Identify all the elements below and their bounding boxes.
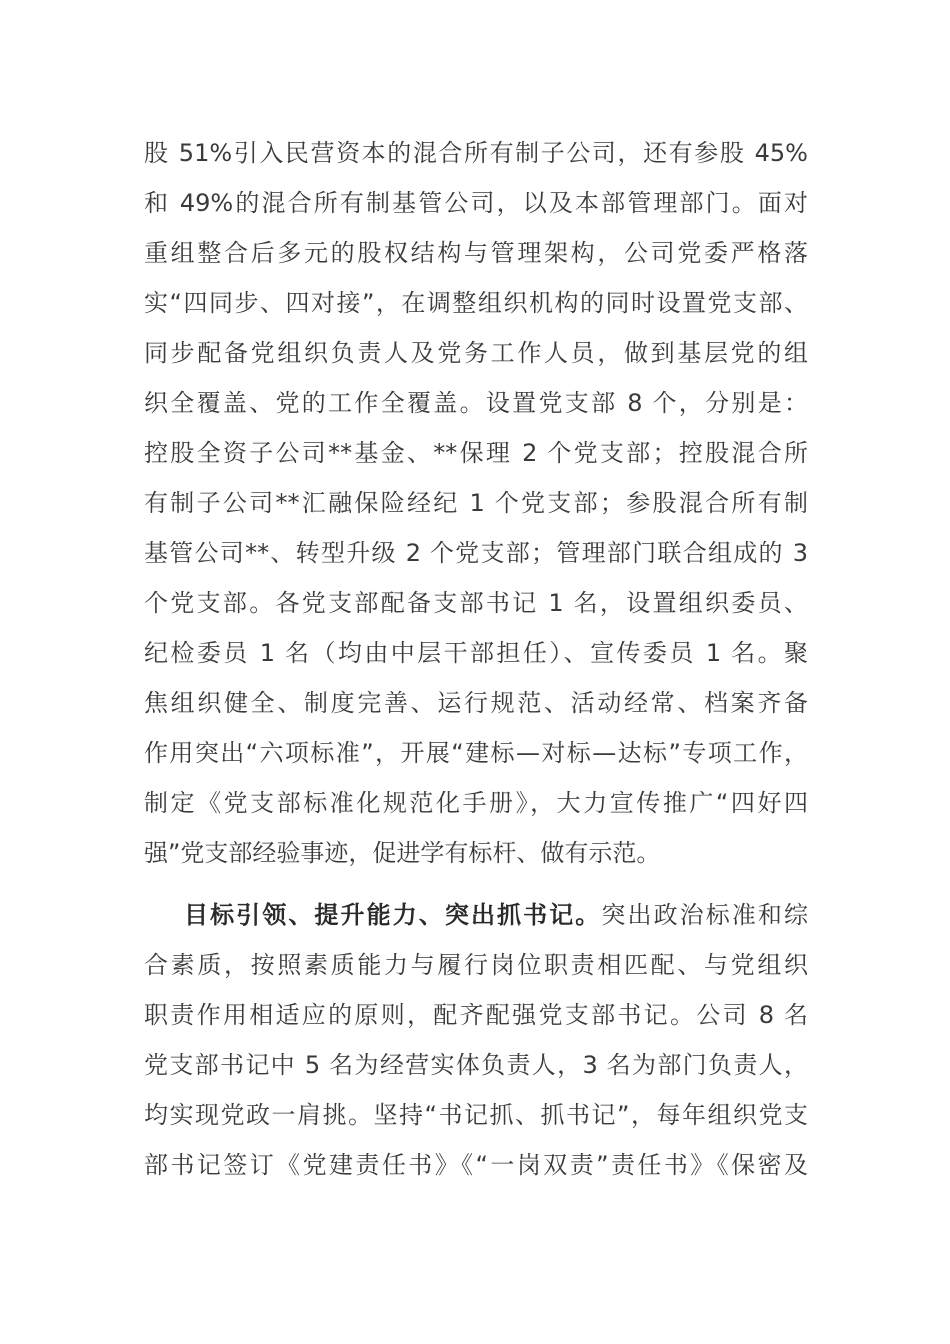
paragraph-line: 个党支部。各党支部配备支部书记 1 名，设置组织委员、 [144,589,808,617]
paragraph-line: 党支部书记中 5 名为经营实体负责人，3 名为部门负责人， [144,1051,808,1079]
paragraph-line: 实“四同步、四对接”，在调整组织机构的同时设置党支部、 [144,289,808,317]
paragraph-line: 控股全资子公司**基金、**保理 2 个党支部；控股混合所 [144,439,808,467]
paragraph-line: 制定《党支部标准化规范化手册》，大力宣传推广“四好四 [144,789,808,817]
paragraph-line: 强”党支部经验事迹，促进学有标杆、做有示范。 [144,839,661,867]
paragraph-line: 有制子公司**汇融保险经纪 1 个党支部；参股混合所有制 [144,489,808,517]
paragraph-line: 股 51%引入民营资本的混合所有制子公司，还有参股 45% [144,139,808,167]
paragraph-first-line [144,890,808,940]
paragraph-line: 和 49%的混合所有制基管公司，以及本部管理部门。面对 [144,189,808,217]
paragraph-text: 突出政治标准和综 [601,901,808,929]
paragraph-heading: 目标引领、提升能力、突出抓书记。 [184,901,602,929]
paragraph-line: 职责作用相适应的原则，配齐配强党支部书记。公司 8 名 [144,1001,808,1029]
paragraph-line: 织全覆盖、党的工作全覆盖。设置党支部 8 个，分别是： [144,389,808,417]
paragraph-line: 部书记签订《党建责任书》《“一岗双责”责任书》《保密及 [144,1151,808,1179]
paragraph-line: 纪检委员 1 名（均由中层干部担任）、宣传委员 1 名。聚 [144,639,808,667]
paragraph-line: 同步配备党组织负责人及党务工作人员，做到基层党的组 [144,339,808,367]
paragraph-line: 焦组织健全、制度完善、运行规范、活动经常、档案齐备 [144,689,808,717]
paragraph-line: 作用突出“六项标准”，开展“建标—对标—达标”专项工作， [144,739,808,767]
paragraph-2 [144,890,808,1190]
paragraph-line: 均实现党政一肩挑。坚持“书记抓、抓书记”，每年组织党支 [144,1101,808,1129]
paragraph-spacer [144,878,808,890]
document-body [144,128,808,1190]
paragraph-line: 基管公司**、转型升级 2 个党支部；管理部门联合组成的 3 [144,539,808,567]
paragraph-line: 重组整合后多元的股权结构与管理架构，公司党委严格落 [144,239,808,267]
paragraph-1 [144,128,808,878]
paragraph-line: 合素质，按照素质能力与履行岗位职责相匹配、与党组织 [144,951,808,979]
